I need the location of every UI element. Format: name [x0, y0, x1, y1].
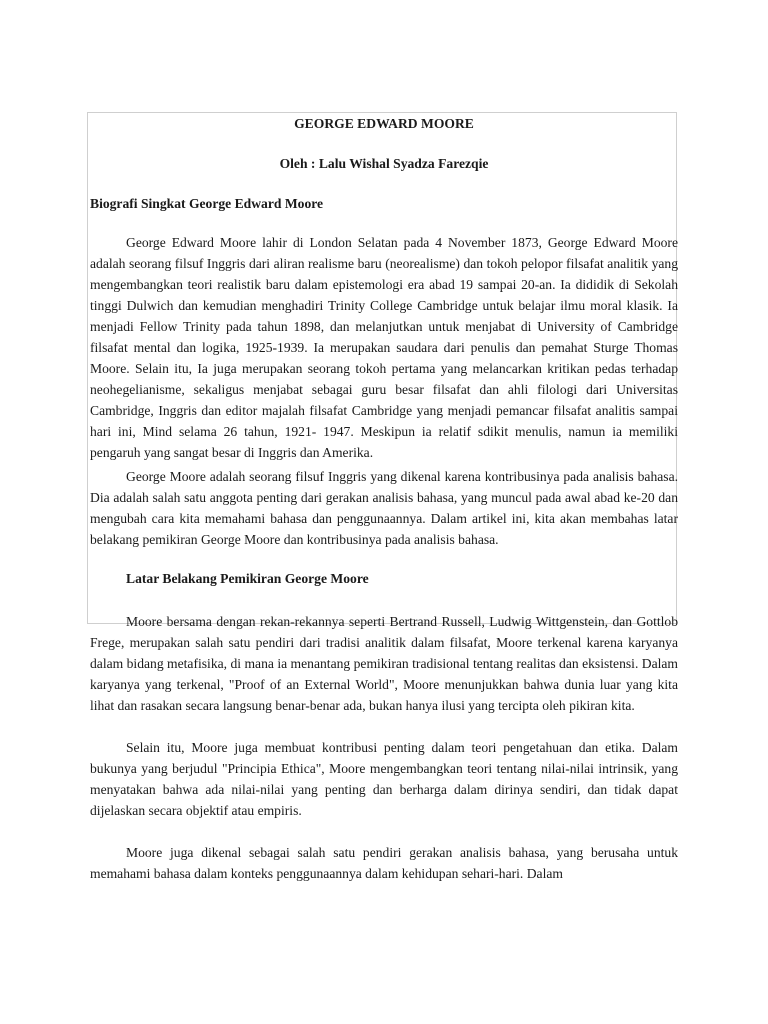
paragraph: Selain itu, Moore juga membuat kontribusi penting dalam teori pengetahuan dan etika. Dalam bukunya yang berjudul "Principia Ethica", Moore mengembangkan teori tentang nilai-nilai intrinsik, yang menyatakan bahwa ada nilai-nilai yang penting dan berharga dalam dirinya sendiri, dan tidak dapat dijelaskan secara objektif atau empiris. [90, 740, 678, 818]
document-author: Oleh : Lalu Wishal Syadza Farezqie [279, 156, 489, 171]
paragraph: George Moore adalah seorang filsuf Inggris yang dikenal karena kontribusinya pada analisis bahasa. Dia adalah salah satu anggota penting dari gerakan analisis bahasa, yang muncul pada awal abad ke-20 dan mengubah cara kita memahami bahasa dan penggunaannya. Dalam artikel ini, kita akan membahas latar belakang pemikiran George Moore dan kontribusinya pada analisis bahasa. [90, 469, 678, 547]
section-heading-biography: Biografi Singkat George Edward Moore [90, 196, 324, 211]
paragraph: Moore bersama dengan rekan-rekannya seperti Bertrand Russell, Ludwig Wittgenstein, dan Gottlob Frege, merupakan salah satu pendiri dari tradisi analitik dalam filsafat, Moore terkenal karena karyanya dalam bidang metafisika, di mana ia menantang pemikiran tradisional tentang realitas dan eksistensi. Dalam karyanya yang terkenal, "Proof of an External World", Moore menunjukkan bahwa dunia luar yang kita lihat dan rasakan secara langsung benar-benar ada, bukan hanya ilusi yang tercipta oleh pikiran kita. [90, 614, 678, 713]
section-heading-background: Latar Belakang Pemikiran George Moore [126, 571, 369, 586]
document-title: GEORGE EDWARD MOORE [294, 116, 474, 131]
document-content [90, 112, 678, 884]
paragraph: Moore juga dikenal sebagai salah satu pendiri gerakan analisis bahasa, yang berusaha untuk memahami bahasa dalam konteks penggunaannya dalam kehidupan sehari-hari. Dalam [90, 845, 678, 881]
paragraph: George Edward Moore lahir di London Selatan pada 4 November 1873, George Edward Moore adalah seorang filsuf Inggris dari aliran realisme baru (neorealisme) dan tokoh pelopor filsafat analitik yang mengembangkan teori realistik baru dalam epistemologi era abad 19 sampai 20-an. Ia dididik di Sekolah tinggi Dulwich dan kemudian menghadiri Trinity College Cambridge untuk belajar ilmu moral klasik. Ia menjadi Fellow Trinity pada tahun 1898, dan melanjutkan untuk menjabat di University of Cambridge filsafat mental dan logika, 1925-1939. Ia merupakan saudara dari penulis dan pemahat Sturge Thomas Moore. Selain itu, Ia juga merupakan seorang tokoh pertama yang melancarkan kritikan pedas terhadap neohegelianisme, sekaligus menjabat sebagai guru besar filsafat dan ahli filologi dari Universitas Cambridge, Inggris dan editor majalah filsafat Cambridge yang menjadi pemancar filsafat analitis sampai hari ini, Mind selama 26 tahun, 1921- 1947. Meskipun ia relatif sdikit menulis, namun ia memiliki pengaruh yang sangat besar di Inggris dan Amerika. [90, 235, 678, 460]
